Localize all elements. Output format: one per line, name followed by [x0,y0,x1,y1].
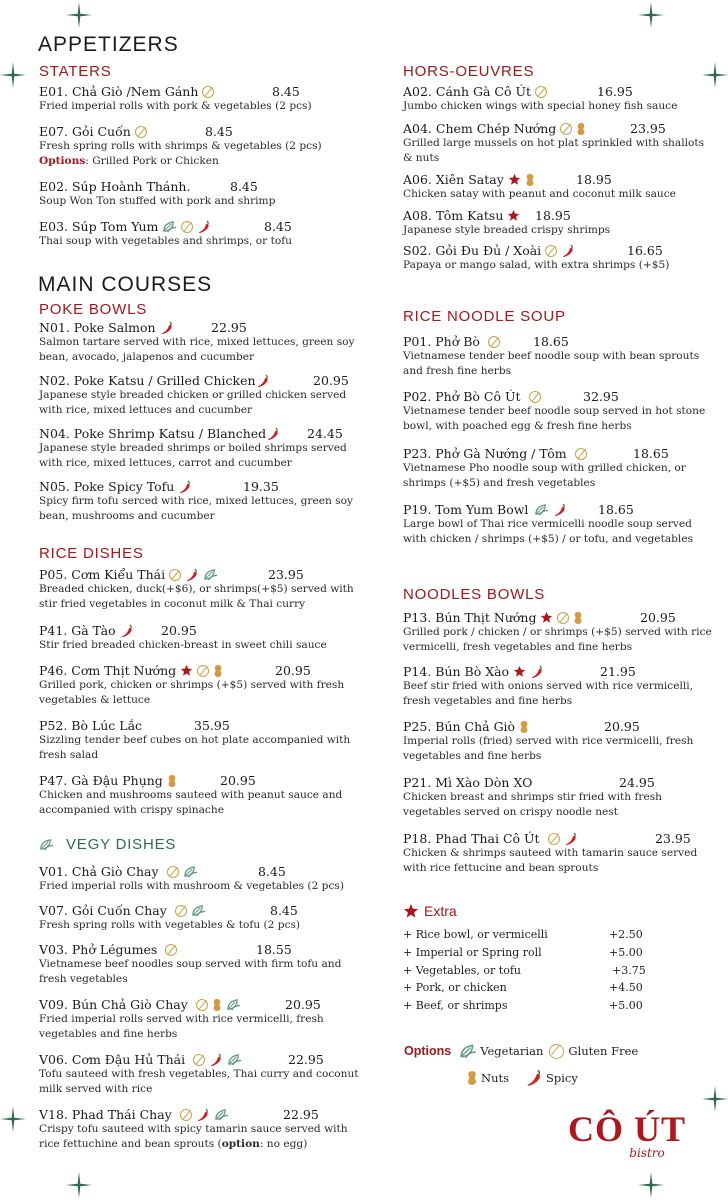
item-price: 24.45 [307,426,343,441]
legend-spicy: Spicy [546,1071,578,1085]
peanut-icon [576,122,586,136]
leaf-icon [214,1108,229,1121]
menu-item [39,179,369,209]
leaf-icon [227,1053,242,1066]
item-name: E01. Chả Giò /Nem Gánh [39,84,199,99]
item-description: Fried imperial rolls with pork & vegetables (2 pcs) [39,100,312,112]
leaf-icon [39,838,54,851]
chili-icon [160,321,174,335]
item-name: P25. Bún Chả Giò [403,719,516,734]
gluten-free-icon [180,1109,192,1121]
item-description: Sizzling tender beef cubes on hot plate accompanied with fresh salad [39,734,351,761]
item-description: Chicken breast and shrimps stir fried with fresh vegetables served on crispy noodle nest [403,791,662,818]
item-price: 18.95 [535,208,571,223]
star-icon [513,665,526,678]
extra-row-label: + Imperial or Spring roll [403,946,542,959]
chili-icon [530,665,544,679]
menu-item [39,320,369,365]
item-price: 20.95 [313,373,349,388]
item-description: Fresh spring rolls with shrimps & vegetables (2 pcs) [39,140,322,152]
leaf-icon [534,503,549,516]
gluten-free-icon [557,612,569,624]
gluten-free-icon [169,569,181,581]
item-price: 8.45 [270,903,298,918]
item-name: P05. Cơm Kiểu Thái [39,567,166,582]
chili-icon [553,503,567,517]
item-price: 24.95 [619,775,655,790]
extra-row-price: +4.50 [609,981,643,994]
menu-item [39,623,369,653]
extra-row-label: + Beef, or shrimps [403,999,508,1012]
menu-item [403,446,713,491]
item-name: A04. Chem Chép Nướng [403,121,557,136]
item-price: 8.45 [258,864,286,879]
item-price: 23.95 [268,567,304,582]
menu-item [403,208,713,238]
gluten-free-icon [165,944,177,956]
extra-row-label: + Vegetables, or tofu [403,964,521,977]
gluten-free-icon [545,245,557,257]
item-name: A06. Xiên Satay [403,172,504,187]
peanut-icon [466,1070,478,1086]
item-description: Beef stir fried with onions served with rice vermicelli, fresh vegetables and fine herbs [403,680,693,707]
sparkle-icon [638,1172,664,1198]
peanut-icon [525,173,535,187]
menu-item [403,389,713,434]
leaf-icon [203,568,218,581]
menu-item [39,718,369,763]
item-name: V01. Chả Giò Chay [39,864,159,879]
item-description: Breaded chicken, duck(+$6), or shrimps(+$5) served with stir fried vegetables in coconut milk & Thai curry [39,583,354,610]
gluten-free-icon [197,665,209,677]
item-price: 21.95 [600,664,636,679]
section-title-poke: POKE BOWLS [39,301,148,318]
item-price: 18.65 [598,502,634,517]
item-name: P18. Phad Thai Cô Út [403,831,540,846]
item-description: Japanese style breaded crispy shrimps [403,224,611,236]
leaf-icon [162,220,177,233]
extra-row-price: +2.50 [609,928,643,941]
item-description: Chicken and mushrooms sauteed with peanut sauce and accompanied with crispy spinache [39,789,343,816]
item-description: Grilled pork / chicken / or shrimps (+$5) served with rice vermicelli, fresh vegetables and fine herbs [403,626,712,653]
item-description: Papaya or mango salad, with extra shrimps (+$5) [403,259,670,271]
menu-item [39,567,369,612]
menu-item [403,775,713,820]
item-price: 18.65 [533,334,569,349]
menu-item [39,997,369,1042]
star-icon [540,611,553,624]
item-price: 20.95 [640,610,676,625]
chili-icon [564,832,578,846]
chili-icon [266,427,280,441]
item-price: 8.45 [230,179,258,194]
menu-item [39,773,369,818]
item-price: 32.95 [583,389,619,404]
menu-item [39,864,369,894]
peanut-icon [213,664,223,678]
desc-text: : no egg) [259,1138,308,1150]
menu-item [403,172,713,202]
item-name: A08. Tôm Katsu [403,208,504,223]
item-price: 18.55 [256,942,292,957]
item-name: P47. Gà Đậu Phụng [39,773,163,788]
legend-title: Options [404,1044,452,1058]
item-description: Japanese style breaded shrimps or boiled shrimps served with rice, mixed lettuces, carrot and cucumber [39,442,347,469]
item-description: Fried imperial rolls with mushroom & vegetables (2 pcs) [39,880,344,892]
menu-item [39,124,369,169]
sparkle-icon [66,2,92,28]
item-name: E07. Gỏi Cuốn [39,124,131,139]
menu-item [403,334,713,379]
gluten-free-icon [175,905,187,917]
star-icon [507,209,520,222]
extra-row-price: +5.00 [609,999,643,1012]
item-description: Imperial rolls (fried) served with rice vermicelli, fresh vegetables and fine herbs [403,735,694,762]
item-name: V06. Cơm Đậu Hủ Thái [39,1052,186,1067]
menu-item [39,84,369,114]
section-title-rice-dishes: RICE DISHES [39,545,144,562]
item-description: Thai soup with vegetables and shrimps, or tofu [39,235,292,247]
menu-item [39,426,369,471]
gluten-free-icon [535,86,547,98]
item-description: Chicken satay with peanut and coconut milk sauce [403,188,676,200]
item-price: 18.65 [633,446,669,461]
item-name: P01. Phở Bò [403,334,480,349]
legend-row-2 [466,1069,578,1087]
gluten-free-icon [549,1044,564,1059]
sparkle-icon [638,2,664,28]
item-description: Grilled large mussels on hot plat sprinkled with shallots & nuts [403,137,705,164]
chili-icon [525,1069,543,1087]
sparkle-icon [66,1172,92,1198]
item-price: 20.95 [275,663,311,678]
item-description: Vietnamese tender beef noodle soup served in hot stone bowl, with poached egg & fresh fine herbs [403,405,706,432]
gluten-free-icon [548,833,560,845]
menu-item [39,903,369,933]
item-description: Vietnamese tender beef noodle soup with bean sprouts and fresh fine herbs [403,350,700,377]
menu-item [403,831,713,876]
desc-option: option [221,1138,260,1150]
item-description: Vietnamese Pho noodle soup with grilled chicken, or shrimps (+$5) and fresh vegetables [403,462,686,489]
desc-text: Crispy tofu sauteed with spicy tamarin sauce served with rice fettuchine and bean sprouts ( [39,1123,348,1150]
chili-icon [197,220,211,234]
vegy-title-text: VEGY DISHES [66,836,177,853]
extra-row-price: +5.00 [609,946,643,959]
menu-item [403,84,713,114]
section-title-hors-oeuvres: HORS-OEUVRES [403,63,535,80]
star-icon [180,664,193,677]
item-name: N01. Poke Salmon [39,320,156,335]
item-price: 20.95 [161,623,197,638]
chili-icon [256,374,270,388]
item-name: E02. Súp Hoành Thánh. [39,179,191,194]
item-name: P23. Phở Gà Nướng / Tôm [403,446,567,461]
item-price: 8.45 [264,219,292,234]
item-description: Fresh spring rolls with vegetables & tofu (2 pcs) [39,919,301,931]
gluten-free-icon [196,999,208,1011]
gluten-free-icon [575,448,587,460]
menu-item [39,663,369,708]
item-name: A02. Cánh Gà Cô Út [403,84,532,99]
item-name: V09. Bún Chả Giò Chay [39,997,188,1012]
leaf-icon [226,998,241,1011]
item-price: 8.45 [205,124,233,139]
legend-gluten-free: Gluten Free [568,1044,639,1058]
peanut-icon [573,611,583,625]
item-name: V07. Gỏi Cuốn Chay [39,903,167,918]
gluten-free-icon [202,86,214,98]
item-price: 20.95 [604,719,640,734]
legend [404,1043,638,1059]
item-price: 22.95 [288,1052,324,1067]
section-title-staters: STATERS [39,63,112,80]
gluten-free-icon [167,866,179,878]
item-name: P02. Phở Bò Cô Út [403,389,521,404]
item-description [39,1122,369,1152]
item-price: 23.95 [655,831,691,846]
appetizers-title: APPETIZERS [38,33,179,56]
section-title-noodles-bowls: NOODLES BOWLS [403,586,546,603]
item-description: Large bowl of Thai rice vermicelli noodle soup served with chicken / shrimps (+$5) / or tofu, and vegetables [403,518,694,545]
gluten-free-icon [488,336,500,348]
item-price: 23.95 [630,121,666,136]
peanut-icon [167,774,177,788]
item-name: V18. Phad Thái Chay [39,1107,172,1122]
item-description: Japanese style breaded chicken or grilled chicken served with rice, mixed lettuces and cucumber [39,389,347,416]
item-name: P21. Mì Xào Dòn XO [403,775,533,790]
options-text: : Grilled Pork or Chicken [85,155,219,167]
chili-icon [561,244,575,258]
logo [566,1109,688,1160]
peanut-icon [519,720,529,734]
item-description: Stir fried breaded chicken-breast in sweet chili sauce [39,639,327,651]
item-name: N05. Poke Spicy Tofu [39,479,175,494]
star-icon [403,903,419,919]
menu-item [403,502,713,547]
star-icon [508,173,521,186]
item-description: Fried imperial rolls served with rice vermicelli, fresh vegetables and fine herbs [39,1013,324,1040]
gluten-free-icon [181,221,193,233]
extra-title [403,903,457,919]
menu-item [39,1052,369,1097]
legend-vegetarian: Vegetarian [480,1044,544,1058]
gluten-free-icon [529,391,541,403]
menu-item [39,373,369,418]
item-price: 16.95 [597,84,633,99]
legend-nuts: Nuts [481,1071,509,1085]
item-description: Spicy firm tofu serced with rice, mixed lettuces, green soy bean, mushrooms and cucumber [39,495,353,522]
item-description: Salmon tartare served with rice, mixed lettuces, green soy bean, avocado, jalapenos and cucumber [39,336,355,363]
menu-item [39,219,369,249]
extra-row-label: + Rice bowl, or vermicelli [403,928,548,941]
item-price: 19.35 [243,479,279,494]
item-price: 22.95 [211,320,247,335]
options-label: Options [39,155,86,167]
peanut-icon [212,998,222,1012]
gluten-free-icon [560,123,572,135]
item-description: Soup Won Ton stuffed with pork and shrimp [39,195,276,207]
item-name: P41. Gà Tào [39,623,116,638]
chili-icon [196,1108,210,1122]
sparkle-icon [0,62,26,88]
item-description: Grilled pork, chicken or shrimps (+$5) served with fresh vegetables & lettuce [39,679,345,706]
item-description: Tofu sauteed with fresh vegetables, Thai curry and coconut milk served with rice [39,1068,359,1095]
item-name: V03. Phở Légumes [39,942,158,957]
logo-name: CÔ ÚT [567,1109,686,1149]
item-description: Chicken & shrimps sauteed with tamarin sauce served with rice fettucine and bean sprouts [403,847,698,874]
item-description: Jumbo chicken wings with special honey fish sauce [403,100,678,112]
item-name: P52. Bò Lúc Lắc [39,718,143,733]
item-price: 16.65 [627,243,663,258]
menu-item [403,610,713,655]
menu-item [39,479,369,524]
logo-subtitle: bistro [629,1146,665,1160]
leaf-icon [459,1043,477,1059]
item-name: E03. Súp Tom Yum [39,219,159,234]
gluten-free-icon [135,126,147,138]
leaf-icon [183,865,198,878]
sparkle-icon [0,1106,26,1132]
gluten-free-icon [193,1054,205,1066]
item-price: 8.45 [272,84,300,99]
section-title-vegy [39,836,176,853]
item-name: P13. Bún Thịt Nướng [403,610,537,625]
item-name: N04. Poke Shrimp Katsu / Blanched [39,426,267,441]
item-name: N02. Poke Katsu / Grilled Chicken [39,373,256,388]
item-name: P46. Cơm Thịt Nướng [39,663,177,678]
chili-icon [120,624,134,638]
extra-row-label: + Pork, or chicken [403,981,507,994]
leaf-icon [191,904,206,917]
menu-item [403,664,713,709]
menu-item [403,121,713,166]
item-price: 20.95 [285,997,321,1012]
item-name: P19. Tom Yum Bowl [403,502,529,517]
item-price: 20.95 [220,773,256,788]
menu-item [403,719,713,764]
item-name: P14. Bún Bò Xào [403,664,510,679]
item-options [39,154,369,169]
chili-icon [185,568,199,582]
chili-icon [178,480,192,494]
sparkle-icon [702,1086,728,1112]
item-name: S02. Gỏi Đu Đủ / Xoài [403,243,542,258]
item-price: 35.95 [194,718,230,733]
chili-icon [209,1053,223,1067]
menu-item [39,942,369,987]
item-price: 22.95 [283,1107,319,1122]
section-title-rice-noodle-soup: RICE NOODLE SOUP [403,308,566,325]
item-price: 18.95 [576,172,612,187]
menu-item [39,1107,369,1152]
extra-row-price: +3.75 [612,964,646,977]
item-description: Vietnamese beef noodles soup served with firm tofu and fresh vegetables [39,958,342,985]
extra-title-text: Extra [424,903,457,919]
main-courses-title: MAIN COURSES [38,273,213,296]
menu-item [403,243,713,273]
